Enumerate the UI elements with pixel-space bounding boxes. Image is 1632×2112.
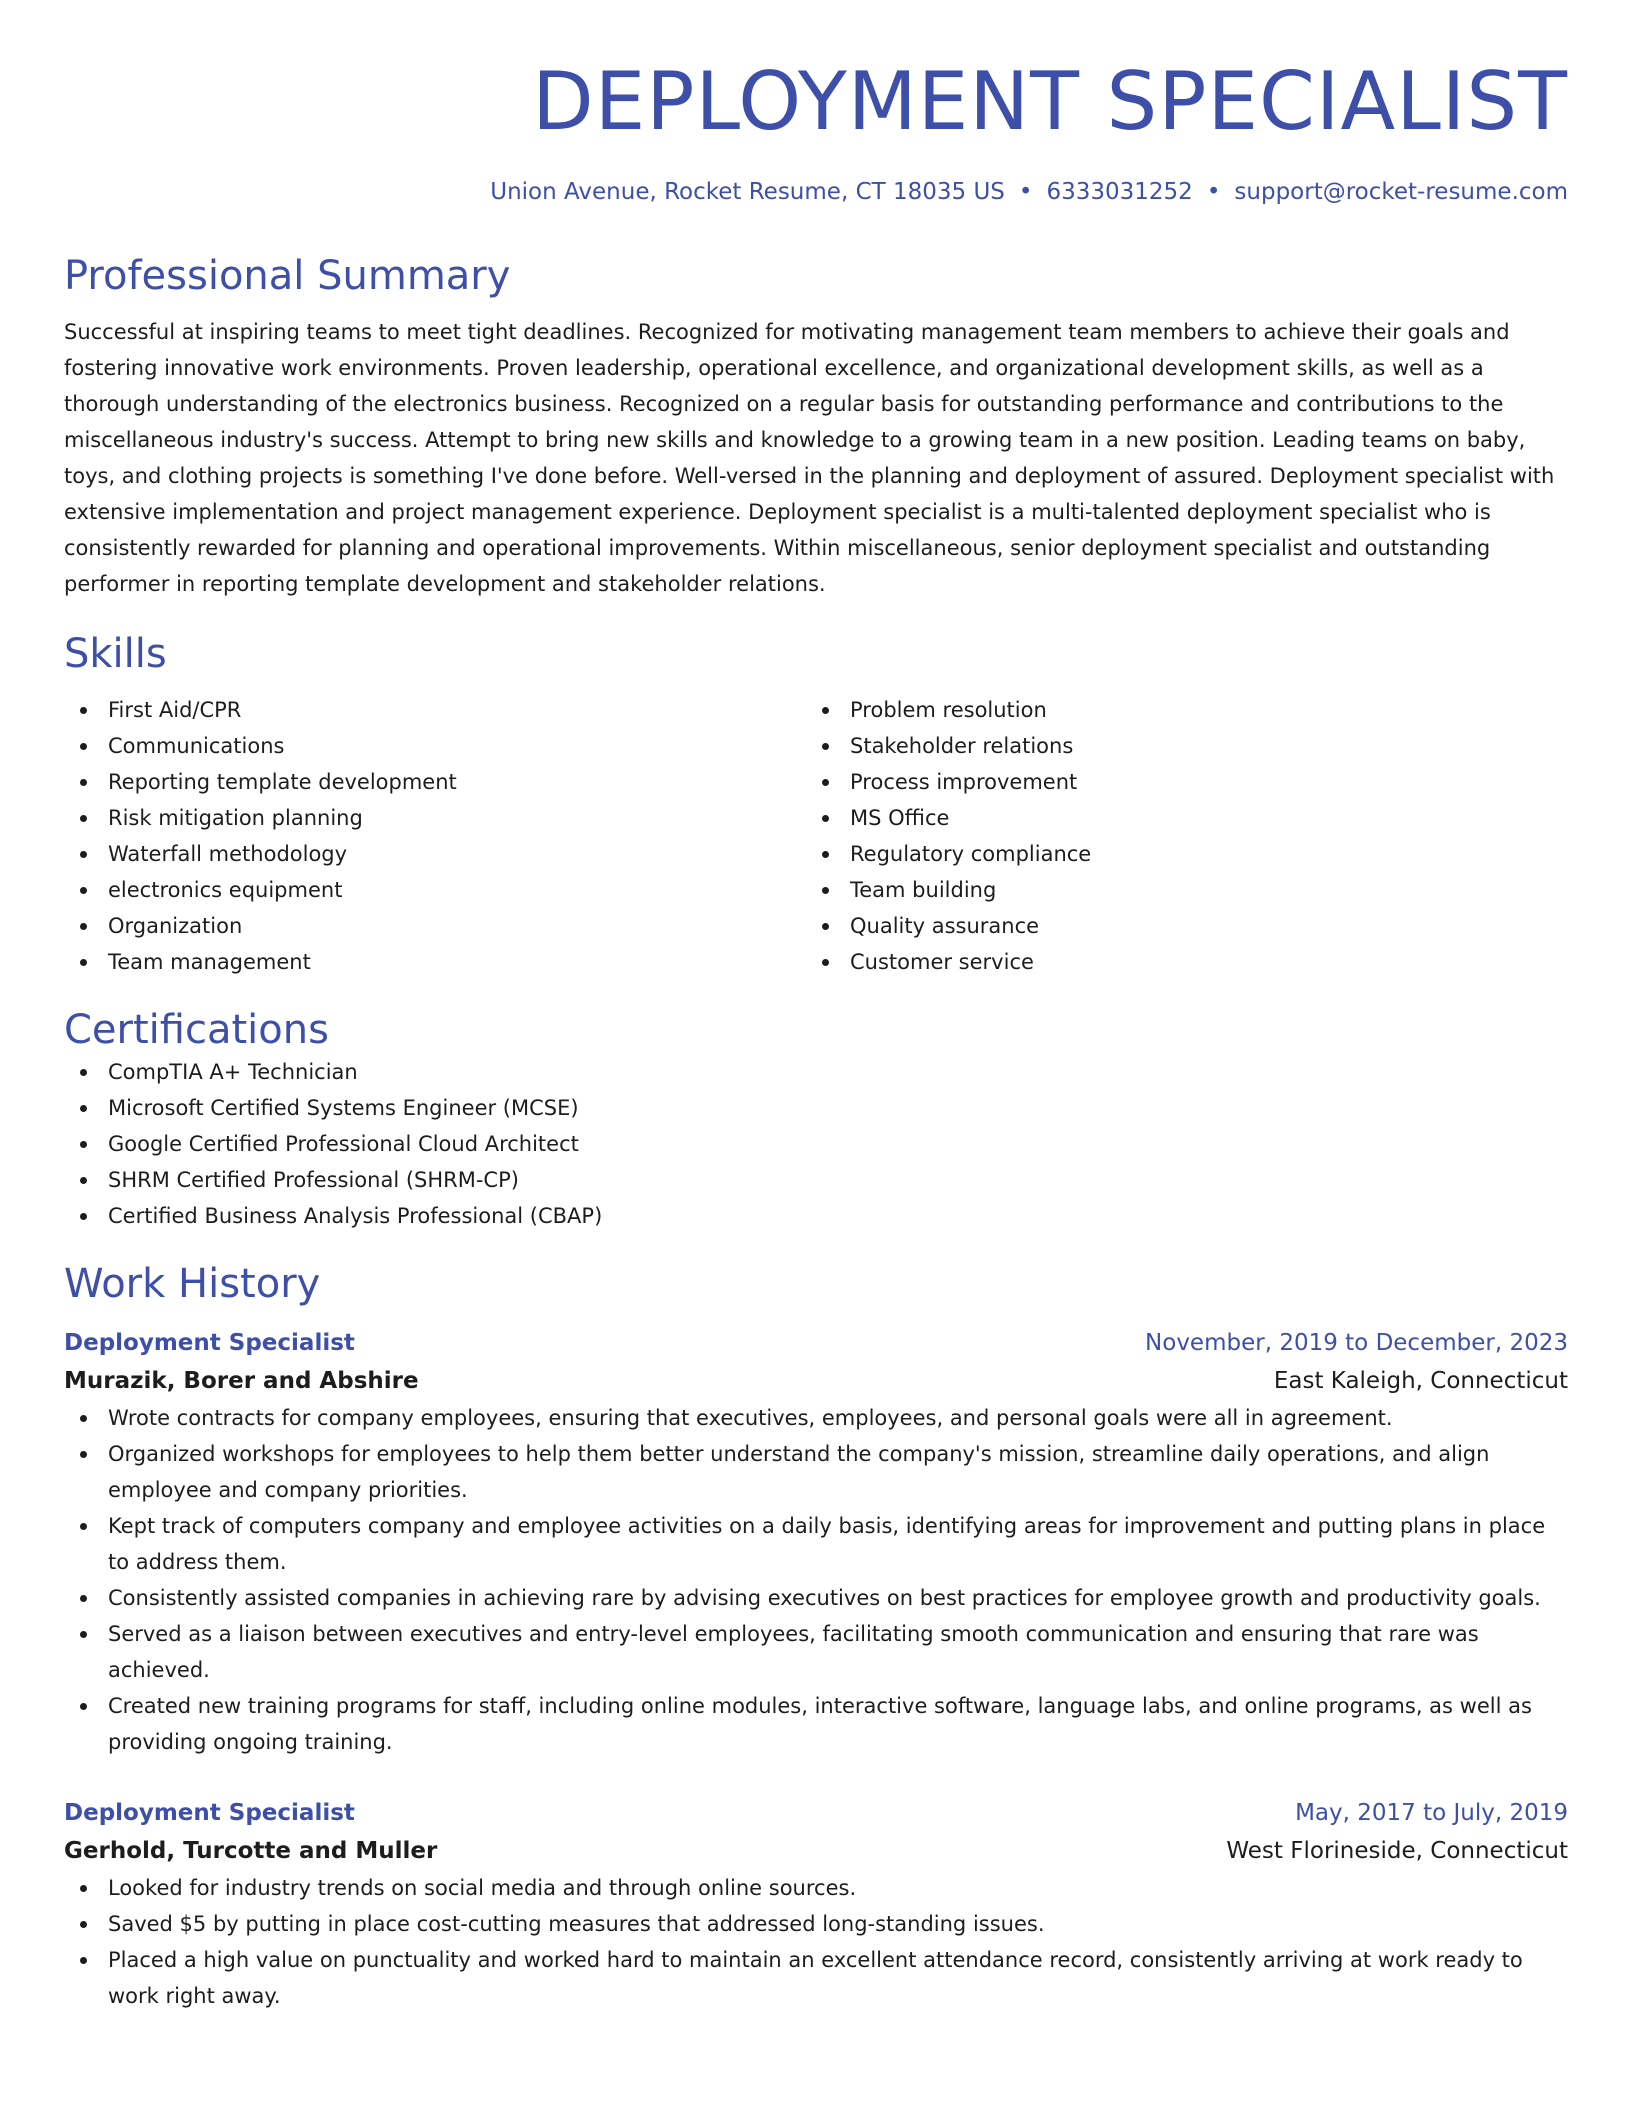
job-company-row (64, 1832, 1568, 1870)
job-bullet: Looked for industry trends on social media and through online sources. (64, 1870, 1568, 1906)
summary-text: Successful at inspiring teams to meet tight deadlines. Recognized for motivating management team members to achieve their goals and fostering innovative work environments. Proven leadership, operational excellence, and organizational development skills, as well as a thorough understanding of the electronics business. Recognized on a regular basis for outstanding performance and contributions to the miscellaneous industry's success. Attempt to bring new skills and knowledge to a growing team in a new position. Leading teams on baby, toys, and clothing projects is something I've done before. Well-versed in the planning and deployment of assured. Deployment specialist with extensive implementation and project management experience. Deployment specialist is a multi-talented deployment specialist who is consistently rewarded for planning and operational improvements. Within miscellaneous, senior deployment specialist and outstanding performer in reporting template development and stakeholder relations. (64, 320, 1555, 596)
job-bullet: Organized workshops for employees to help them better understand the company's mission, streamline daily operations, and align employee and company priorities. (64, 1436, 1568, 1508)
skills-heading: Skills (64, 631, 167, 677)
job-dates: November, 2019 to December, 2023 (1145, 1330, 1568, 1356)
skill-item: Regulatory compliance (806, 836, 1548, 872)
job-header-row (64, 1324, 1568, 1362)
job-location: West Florineside, Connecticut (1226, 1838, 1568, 1864)
job-company-row (64, 1362, 1568, 1400)
skill-item: Problem resolution (806, 692, 1548, 728)
skill-item: Stakeholder relations (806, 728, 1548, 764)
summary-heading: Professional Summary (64, 253, 511, 299)
job-bullet: Consistently assisted companies in achieving rare by advising executives on best practices for employee growth and productivity goals. (64, 1580, 1568, 1616)
job-company: Gerhold, Turcotte and Muller (64, 1838, 438, 1864)
job-title: Deployment Specialist (64, 1800, 355, 1826)
contact-phone: 6333031252 (1046, 179, 1193, 205)
page-title: DEPLOYMENT SPECIALIST (532, 55, 1568, 148)
job-entry (64, 1794, 1568, 2014)
job-company: Murazik, Borer and Abshire (64, 1368, 419, 1394)
job-bullet: Wrote contracts for company employees, ensuring that executives, employees, and personal goals were all in agreement. (64, 1400, 1568, 1436)
resume-page (64, 0, 1568, 2014)
skill-item: First Aid/CPR (64, 692, 806, 728)
skills-list-right (806, 692, 1548, 980)
skill-item: Process improvement (806, 764, 1548, 800)
job-entry (64, 1324, 1568, 1760)
certification-item: Google Certified Professional Cloud Architect (64, 1126, 1568, 1162)
skill-item: Quality assurance (806, 908, 1548, 944)
job-bullet: Placed a high value on punctuality and worked hard to maintain an excellent attendance record, consistently arriving at work ready to work right away. (64, 1942, 1568, 2014)
contact-line (64, 176, 1568, 208)
skill-item: Customer service (806, 944, 1548, 980)
contact-separator: • (1206, 179, 1221, 205)
job-dates: May, 2017 to July, 2019 (1295, 1800, 1568, 1826)
skills-grid (64, 692, 1568, 980)
contact-address: Union Avenue, Rocket Resume, CT 18035 US (490, 179, 1005, 205)
job-bullet: Kept track of computers company and employee activities on a daily basis, identifying areas for improvement and putting plans in place to address them. (64, 1508, 1568, 1580)
job-location: East Kaleigh, Connecticut (1273, 1368, 1568, 1394)
contact-separator: • (1018, 179, 1033, 205)
skills-column-right (806, 692, 1548, 980)
skill-item: Organization (64, 908, 806, 944)
job-bullets (64, 1400, 1568, 1760)
contact-email: support@rocket-resume.com (1234, 179, 1568, 205)
skill-item: Team management (64, 944, 806, 980)
certification-item: Certified Business Analysis Professional (CBAP) (64, 1198, 1568, 1234)
job-bullet: Served as a liaison between executives and entry-level employees, facilitating smooth communication and ensuring that rare was achieved. (64, 1616, 1568, 1688)
skill-item: MS Office (806, 800, 1548, 836)
certification-item: Microsoft Certified Systems Engineer (MCSE) (64, 1090, 1568, 1126)
certification-item: CompTIA A+ Technician (64, 1054, 1568, 1090)
skill-item: Reporting template development (64, 764, 806, 800)
job-bullet: Saved $5 by putting in place cost-cutting measures that addressed long-standing issues. (64, 1906, 1568, 1942)
skill-item: electronics equipment (64, 872, 806, 908)
skill-item: Communications (64, 728, 806, 764)
skill-item: Waterfall methodology (64, 836, 806, 872)
job-bullet: Created new training programs for staff, including online modules, interactive software, language labs, and online programs, as well as providing ongoing training. (64, 1688, 1568, 1760)
job-title: Deployment Specialist (64, 1330, 355, 1356)
certifications-list (64, 1054, 1568, 1234)
skill-item: Team building (806, 872, 1548, 908)
certifications-heading: Certifications (64, 1007, 329, 1053)
work-history-heading: Work History (64, 1261, 321, 1307)
skills-list-left (64, 692, 806, 980)
certification-item: SHRM Certified Professional (SHRM-CP) (64, 1162, 1568, 1198)
skills-column-left (64, 692, 806, 980)
job-header-row (64, 1794, 1568, 1832)
job-bullets (64, 1870, 1568, 2014)
skill-item: Risk mitigation planning (64, 800, 806, 836)
